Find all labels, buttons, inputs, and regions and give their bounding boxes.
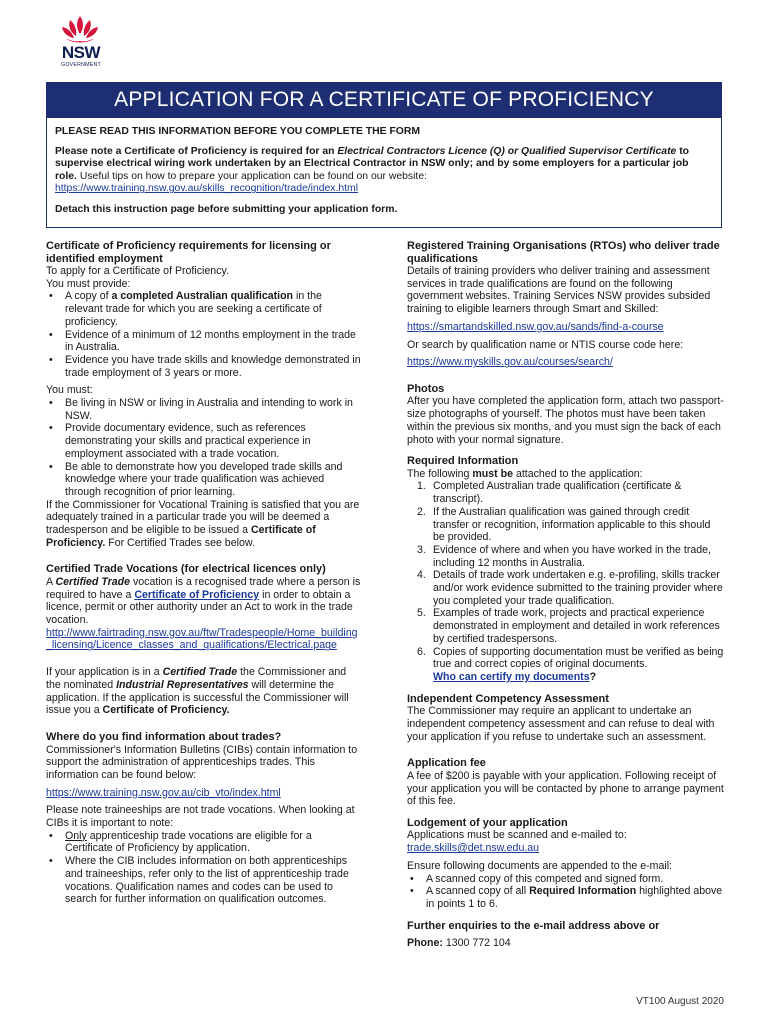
list-item: • Evidence you have trade skills and knowledge demonstrated in trade employment of 3 years or more. (46, 354, 362, 379)
where-heading: Where do you find information about trades? (46, 731, 282, 743)
ctv-heading: Certified Trade Vocations (for electrical licences only) (46, 563, 326, 576)
nsw-logo-subtext: GOVERNMENT (61, 62, 101, 68)
trade-skills-email-link[interactable]: trade.skills@det.nsw.edu.au (407, 842, 540, 855)
notice-text-1: Please note a Certificate of Proficiency is required for an (55, 145, 338, 157)
required-info-list (407, 480, 725, 683)
cop-intro: To apply for a Certificate of Proficiency. (46, 265, 229, 277)
photos-heading: Photos (407, 382, 445, 395)
cop-provide-label: You must provide: (46, 277, 131, 290)
list-item: 2. If the Australian qualification was gained through credit transfer or recognition, information applicable to this should be provided. (417, 505, 711, 544)
list-item: • A scanned copy of all Required Information highlighted above in points 1 to 6. (407, 885, 725, 910)
list-item: 5. Examples of trade work, projects and practical experience demonstrated in employment and detailed in work references by certified tradespersons. (417, 607, 720, 645)
notice-licence-text: Electrical Contractors Licence (Q) or Qualified Supervisor Certificate (337, 145, 677, 157)
left-column (46, 240, 362, 906)
where-note: Please note traineeships are not trade vocations. When looking at CIBs it is important to note: (46, 804, 355, 830)
list-item: 4. Details of trade work undertaken e.g. e-profiling, skills tracker and/or work evidence submitted to the training provider where you completed your trade qualification. (417, 569, 723, 607)
photos-paragraph: After you have completed the application form, attach two passport-size photographs of yourself. The photos must have been taken within the previous six months, and you must sign the back of each photo with your normal signature. (407, 395, 724, 446)
list-item: • Provide documentary evidence, such as references demonstrating your skills and practical experience in employment associated with a trade vocation. (46, 422, 362, 460)
notice-text-2: to supervise electrical wiring work undertaken by an Electrical Contractor in NSW only; and by some employers for a particular job role. (55, 145, 690, 182)
fee-heading: Application fee (407, 757, 486, 770)
myskills-link[interactable]: https://www.myskills.gov.au/courses/search/ (407, 356, 613, 369)
lodgement-heading: Lodgement of your application (407, 816, 568, 829)
required-info-heading: Required Information (407, 455, 519, 468)
commissioner-paragraph: If the Commissioner for Vocational Training is satisfied that you are adequately trained in a particular trade you will be deemed a tradesperson and be eligible to be issued a Certificate of Proficiency. For Certified Trades see below. (46, 498, 360, 549)
list-item: • Only apprenticeship trade vocations are eligible for a Certificate of Proficiency by application. (46, 830, 362, 855)
must-list (46, 397, 362, 499)
rto-heading: Registered Training Organisations (RTOs) who deliver trade qualifications (407, 240, 720, 265)
phone-line: Phone: 1300 772 104 (407, 937, 511, 950)
certificate-of-proficiency-link[interactable]: Certificate of Proficiency (134, 588, 260, 601)
must-label: You must: (46, 384, 93, 397)
required-info-intro: The following must be attached to the application: (407, 467, 643, 480)
phone-number: 1300 772 104 (445, 937, 511, 950)
form-code-footer: VT100 August 2020 (636, 996, 724, 1007)
list-item: • Where the CIB includes information on both apprenticeships and traineeships, refer only to the list of apprenticeship trade vocations. Qualification names and codes can be used to search for further information on qualification outcomes. (46, 855, 362, 906)
list-item: • Evidence of a minimum of 12 months employment in the trade in Australia. (46, 329, 362, 354)
cib-link[interactable]: https://www.training.nsw.gov.au/cib_vto/index.html (46, 786, 281, 799)
rto-search-text: Or search by qualification name or NTIS course code here: (407, 338, 684, 351)
list-item: • A scanned copy of this competed and signed form. (407, 873, 725, 886)
further-enquiries: Further enquiries to the e-mail address above or (407, 919, 660, 932)
cop-heading: Certificate of Proficiency requirements for licensing or identified employment (46, 240, 331, 265)
skills-recognition-link[interactable]: https://www.training.nsw.gov.au/skills_recognition/trade/index.html (55, 183, 359, 195)
detach-instruction: Detach this instruction page before submitting your application form. (55, 203, 398, 215)
rto-paragraph: Details of training providers who deliver training and assessment services in trade qualifications are found on the following government websites. Training Services NSW provides subsided training to eligible learners through Smart and Skilled: (407, 265, 711, 316)
notice-heading: PLEASE READ THIS INFORMATION BEFORE YOU COMPLETE THE FORM (55, 126, 421, 137)
provide-list (46, 290, 362, 379)
nsw-logo-wordmark: NSW (61, 43, 101, 62)
fair-trading-link[interactable]: http://www.fairtrading.nsw.gov.au/ftw/Tradespeople/Home_building_licensing/Licence_classes_and_qualifications/Electrical.page (46, 626, 358, 652)
ica-heading: Independent Competency Assessment (407, 692, 609, 705)
right-column (407, 240, 725, 950)
list-item: 3. Evidence of where and when you have worked in the trade, including 12 months in Australia. (417, 543, 711, 569)
notice-box (46, 118, 722, 228)
notice-text-3: Useful tips on how to prepare your application can be found on our website: (76, 170, 427, 182)
lodgement-docs-label: Ensure following documents are appended to the e-mail: (407, 859, 673, 872)
where-paragraph: Commissioner's Information Bulletins (CIBs) contain information to support the administration of apprenticeships trades. This information can be found below: (46, 743, 358, 781)
fee-paragraph: A fee of $200 is payable with your application. Following receipt of your application you will be contacted by phone to arrange payment of this fee. (407, 769, 724, 808)
notice-paragraph (55, 146, 713, 196)
list-item: • Be able to demonstrate how you developed trade skills and knowledge where your trade qualification was achieved through recognition of prior learning. (46, 461, 362, 499)
smart-and-skilled-link[interactable]: https://smartandskilled.nsw.gov.au/sands/find-a-course (407, 320, 664, 333)
lodgement-paragraph: Applications must be scanned and e-mailed to: (407, 829, 627, 842)
ctv-paragraph: A Certified Trade vocation is a recognised trade where a person is required to have a Certificate of Proficiency in order to obtain a licence, permit or other authority under an Act to work in the trade vocation. (46, 575, 361, 627)
ica-paragraph: The Commissioner may require an applicant to undertake an independent competency assessment and can refuse to deal with your application if you refuse to undertake such an assessment. (407, 705, 715, 743)
certified-trade-paragraph: If your application is in a Certified Trade the Commissioner and the nominated Industrial Representatives will determine the application. If the application is successful the Commissioner will issue you a Certificate of Proficiency. (46, 666, 349, 717)
list-item: • A copy of a completed Australian qualification in the relevant trade for which you are seeking a certificate of proficiency. (46, 290, 362, 328)
list-item: 1. Completed Australian trade qualification (certificate & transcript). (417, 480, 682, 506)
form-title: APPLICATION FOR A CERTIFICATE OF PROFICIENCY (46, 82, 722, 118)
cib-note-list (46, 830, 362, 906)
list-item: 6. Copies of supporting documentation must be verified as being true and correct copies of original documents. Who can certify my documents? (417, 645, 724, 683)
lodgement-docs-list (407, 873, 725, 911)
list-item: • Be living in NSW or living in Australia and intending to work in NSW. (46, 397, 362, 422)
certify-documents-link[interactable]: Who can certify my documents (433, 670, 590, 683)
